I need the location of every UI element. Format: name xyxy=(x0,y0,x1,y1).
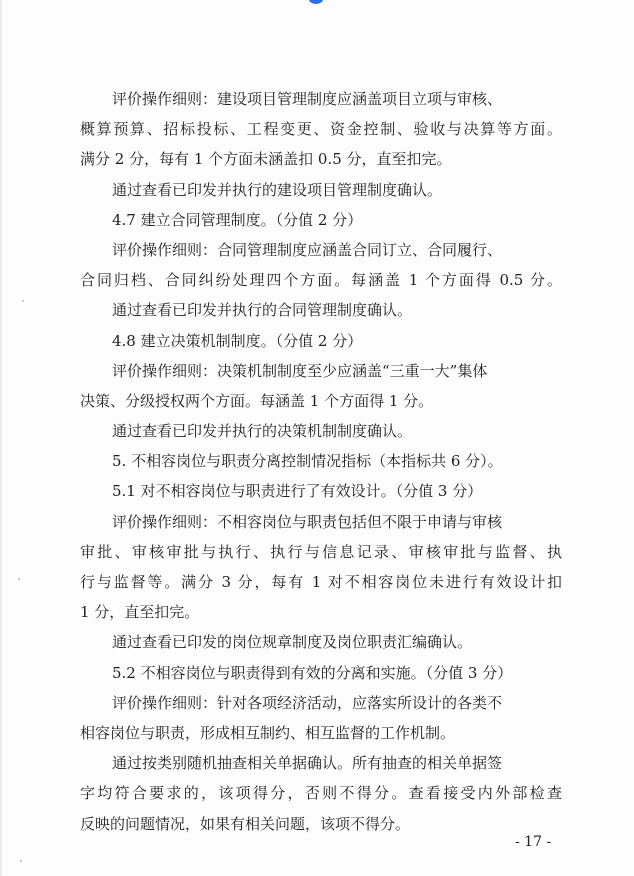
scroll-position-marker xyxy=(309,0,323,4)
scan-speck xyxy=(20,860,22,862)
paragraph-line: 评价操作细则：针对各项经济活动，应落实所设计的各类不 xyxy=(112,693,503,712)
section-heading: 5.1 对不相容岗位与职责进行了有效设计。（分值 3 分） xyxy=(112,482,483,501)
paragraph-line: 通过查看已印发并执行的决策机制制度确认。 xyxy=(112,422,413,441)
section-heading: 4.8 建立决策机制制度。（分值 2 分） xyxy=(112,331,363,350)
paragraph-line: 评价操作细则：决策机制制度至少应涵盖“三重一大”集体 xyxy=(112,361,488,380)
document-body xyxy=(80,84,562,839)
section-heading: 5. 不相容岗位与职责分离控制情况指标（本指标共 6 分）。 xyxy=(112,452,503,471)
paragraph-line: 通过查看已印发的岗位规章制度及岗位职责汇编确认。 xyxy=(112,633,473,652)
paragraph-line: 评价操作细则：建设项目管理制度应涵盖项目立项与审核、 xyxy=(112,90,503,108)
paragraph-line: 评价操作细则：不相容岗位与职责包括但不限于申请与审核 xyxy=(112,512,503,531)
paragraph-line: 审批、审核审批与执行、执行与信息记录、审核审批与监督、执 xyxy=(80,542,562,561)
paragraph-line: 通过按类别随机抽查相关单据确认。所有抽查的相关单据签 xyxy=(112,754,503,773)
paragraph-line: 通过查看已印发并执行的建设项目管理制度确认。 xyxy=(112,180,443,199)
paragraph-line: 满分 2 分，每有 1 个方面未涵盖扣 0.5 分，直至扣完。 xyxy=(80,150,452,169)
scan-speck xyxy=(18,578,20,580)
section-heading: 4.7 建立合同管理制度。（分值 2 分） xyxy=(112,210,363,229)
paragraph-line: 决策、分级授权两个方面。每涵盖 1 个方面得 1 分。 xyxy=(80,391,434,410)
paragraph-line: 通过查看已印发并执行的合同管理制度确认。 xyxy=(112,301,413,320)
scan-speck xyxy=(22,300,24,302)
section-heading: 5.2 不相容岗位与职责得到有效的分离和实施。（分值 3 分） xyxy=(112,663,513,682)
paragraph-line: 行与监督等。满分 3 分，每有 1 对不相容岗位未进行有效设计扣 xyxy=(80,573,562,591)
paragraph-line: 反映的问题情况，如果有相关问题，该项不得分。 xyxy=(80,814,411,833)
paragraph-line: 评价操作细则：合同管理制度应涵盖合同订立、合同履行、 xyxy=(112,240,503,259)
paragraph-line: 字均符合要求的，该项得分，否则不得分。查看接受内外部检查 xyxy=(80,784,562,803)
paragraph-line: 相容岗位与职责，形成相互制约、相互监督的工作机制。 xyxy=(80,723,456,742)
page-number: - 17 - xyxy=(515,834,552,850)
paragraph-line: 1 分，直至扣完。 xyxy=(80,603,200,622)
paragraph-line: 合同归档、合同纠纷处理四个方面。每涵盖 1 个方面得 0.5 分。 xyxy=(80,271,562,290)
paragraph-line: 概算预算、招标投标、工程变更、资金控制、验收与决算等方面。 xyxy=(80,120,562,139)
